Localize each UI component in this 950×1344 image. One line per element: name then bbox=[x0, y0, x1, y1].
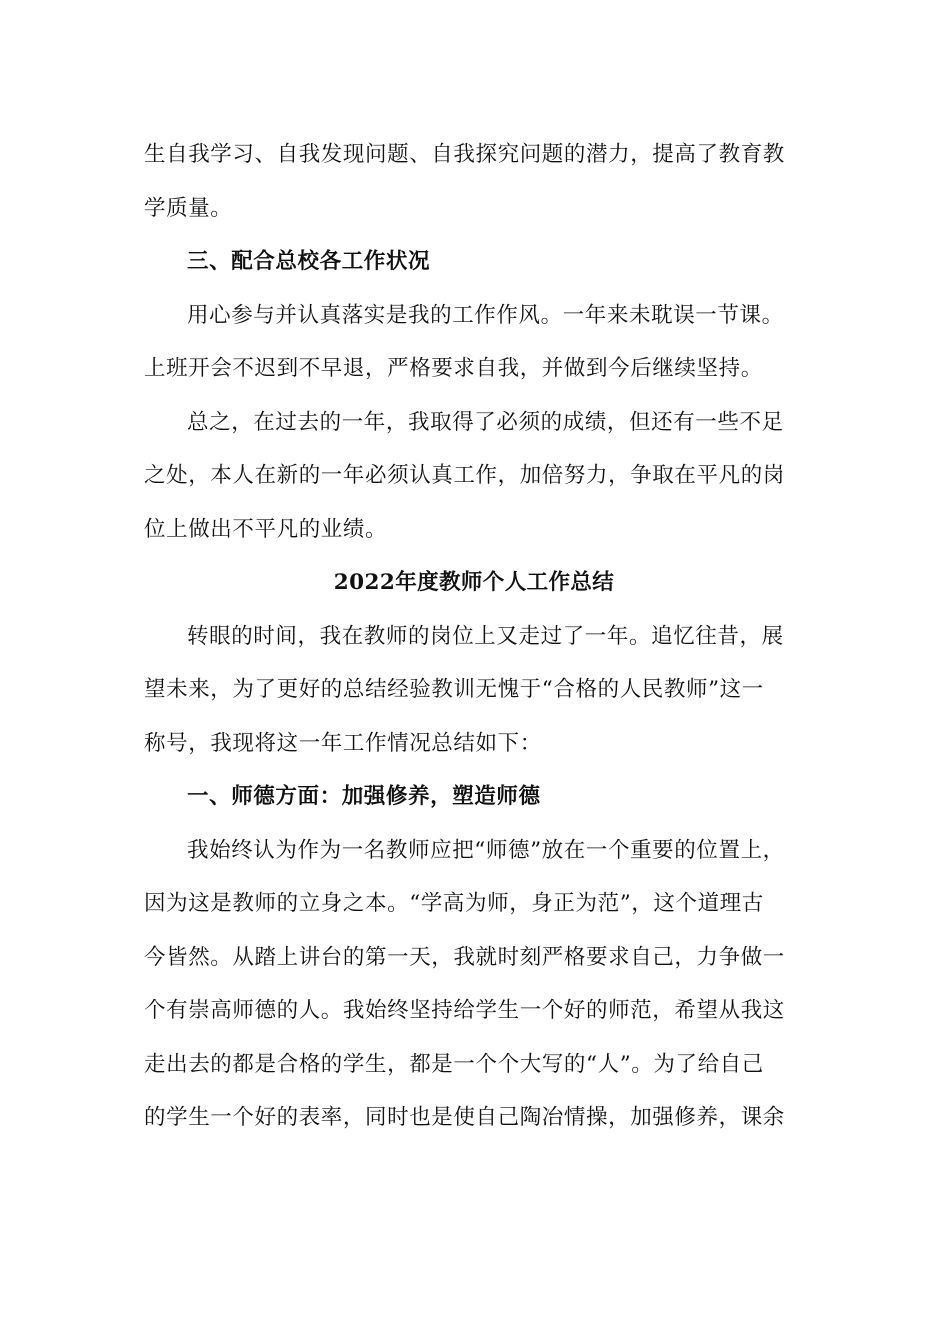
text-line: 之处，本人在新的一年必须认真工作，加倍努力，争取在平凡的岗 bbox=[144, 463, 785, 488]
text-line: 望未来，为了更好的总结经验教训无愧于“合格的人民教师”这一 bbox=[144, 677, 764, 702]
paragraph-ethics bbox=[144, 824, 804, 1145]
text-line: 用心参与并认真落实是我的工作作风。一年来未耽误一节课。 bbox=[187, 302, 784, 328]
section-heading-3: 三、配合总校各工作状况 bbox=[187, 249, 431, 274]
paragraph-continuation bbox=[144, 128, 804, 235]
paragraph-intro bbox=[144, 610, 804, 771]
document-body bbox=[144, 128, 804, 1145]
paragraph-work-style bbox=[144, 289, 804, 396]
text-line: 走出去的都是合格的学生，都是一个个大写的“人”。为了给自己 bbox=[144, 1051, 764, 1077]
text-line: 称号，我现将这一年工作情况总结如下： bbox=[144, 730, 542, 756]
text-line: 我始终认为作为一名教师应把“师德”放在一个重要的位置上， bbox=[187, 837, 785, 863]
section-heading-1: 一、师德方面：加强修养，塑造师德 bbox=[187, 784, 541, 809]
text-line: 的学生一个好的表率，同时也是使自己陶冶情操，加强修养，课余 bbox=[144, 1105, 785, 1130]
text-line: 今皆然。从踏上讲台的第一天，我就时刻严格要求自己，力争做一 bbox=[144, 944, 785, 970]
text-line: 位上做出不平凡的业绩。 bbox=[144, 516, 388, 542]
text-line: 因为这是教师的立身之本。“学高为师，身正为范”，这个道理古 bbox=[144, 891, 764, 916]
document-title: 2022年度教师个人工作总结 bbox=[333, 570, 615, 595]
text-line: 总之，在过去的一年，我取得了必须的成绩，但还有一些不足 bbox=[187, 409, 784, 435]
text-line: 个有崇高师德的人。我始终坚持给学生一个好的师范，希望从我这 bbox=[144, 998, 785, 1023]
text-line: 转眼的时间，我在教师的岗位上又走过了一年。追忆往昔，展 bbox=[187, 623, 784, 649]
paragraph-summary bbox=[144, 396, 804, 557]
text-line: 上班开会不迟到不早退，严格要求自我，并做到今后继续坚持。 bbox=[144, 356, 763, 381]
text-line: 生自我学习、自我发现问题、自我探究问题的潜力，提高了教育教 bbox=[144, 142, 785, 167]
text-line: 学质量。 bbox=[144, 195, 233, 221]
